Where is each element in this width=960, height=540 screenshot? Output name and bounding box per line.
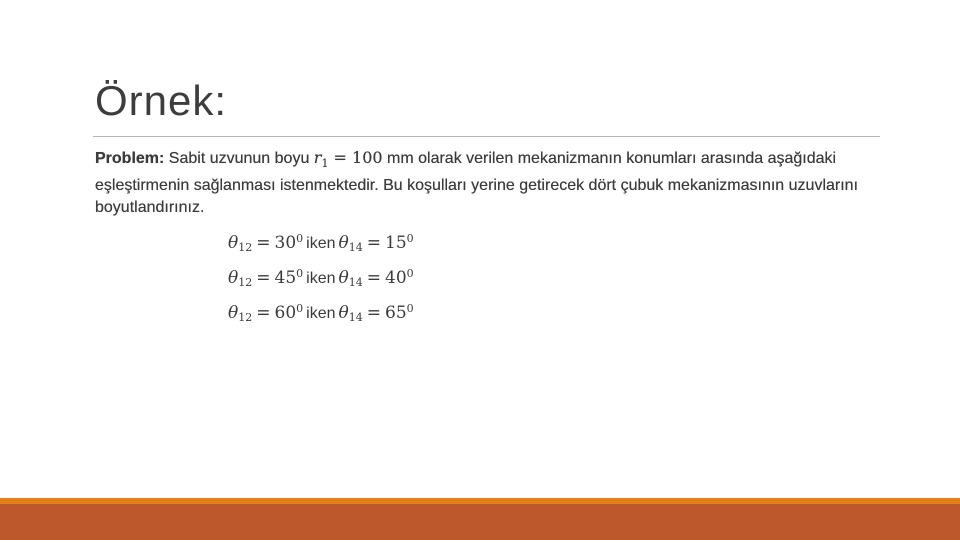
angle-value: 15 bbox=[385, 233, 407, 253]
angle-value: 40 bbox=[385, 268, 407, 288]
angle-value: 65 bbox=[385, 303, 407, 323]
equation-row bbox=[228, 228, 414, 263]
problem-text-end: mm olarak verilen mekanizmanın konumları arasında aşağıdaki eşleştirmenin sağlanması istenmektedir. Bu koşulları yerine getirecek dört çubuk mekanizmasının uzuvlarını boyutlandırınız. bbox=[95, 150, 859, 217]
angle-value: 30 bbox=[274, 233, 297, 253]
theta-subscript: 12 bbox=[238, 276, 253, 289]
equals-sign: = bbox=[366, 268, 381, 288]
theta-subscript: 14 bbox=[348, 311, 363, 324]
degree-superscript: 0 bbox=[406, 267, 414, 280]
angle-value: 60 bbox=[274, 303, 297, 323]
degree-superscript: 0 bbox=[296, 302, 304, 315]
footer-bar bbox=[0, 504, 960, 540]
problem-statement bbox=[95, 147, 875, 219]
angle-value: 45 bbox=[274, 268, 297, 288]
problem-text-start: Sabit uzvunun boyu bbox=[164, 150, 314, 167]
theta-subscript: 12 bbox=[238, 311, 253, 324]
equals-sign: = bbox=[256, 233, 271, 253]
connector-text: iken bbox=[306, 305, 336, 322]
theta-symbol: θ bbox=[338, 303, 349, 323]
degree-superscript: 0 bbox=[296, 232, 304, 245]
slide-title: Örnek: bbox=[95, 77, 228, 124]
equals-sign: = bbox=[256, 303, 271, 323]
equation-row bbox=[228, 298, 414, 333]
r-symbol: r bbox=[313, 148, 322, 167]
theta-symbol: θ bbox=[228, 268, 239, 288]
theta-symbol: θ bbox=[228, 233, 239, 253]
theta-symbol: θ bbox=[338, 233, 349, 253]
equation-row bbox=[228, 263, 414, 298]
theta-subscript: 12 bbox=[238, 241, 253, 254]
theta-subscript: 14 bbox=[348, 276, 363, 289]
degree-superscript: 0 bbox=[406, 302, 414, 315]
equals-sign: = bbox=[366, 233, 381, 253]
theta-symbol: θ bbox=[228, 303, 239, 323]
theta-symbol: θ bbox=[338, 268, 349, 288]
degree-superscript: 0 bbox=[296, 267, 304, 280]
connector-text: iken bbox=[306, 270, 336, 287]
problem-label: Problem: bbox=[95, 150, 165, 167]
theta-subscript: 14 bbox=[348, 241, 363, 254]
title-divider bbox=[93, 136, 880, 137]
r-subscript: 1 bbox=[321, 157, 329, 171]
equals-sign: = bbox=[256, 268, 271, 288]
degree-superscript: 0 bbox=[406, 232, 414, 245]
r-value: 100 bbox=[352, 148, 383, 167]
r-equals: = bbox=[328, 148, 353, 167]
equation-list bbox=[228, 228, 414, 333]
equals-sign: = bbox=[366, 303, 381, 323]
connector-text: iken bbox=[306, 235, 336, 252]
